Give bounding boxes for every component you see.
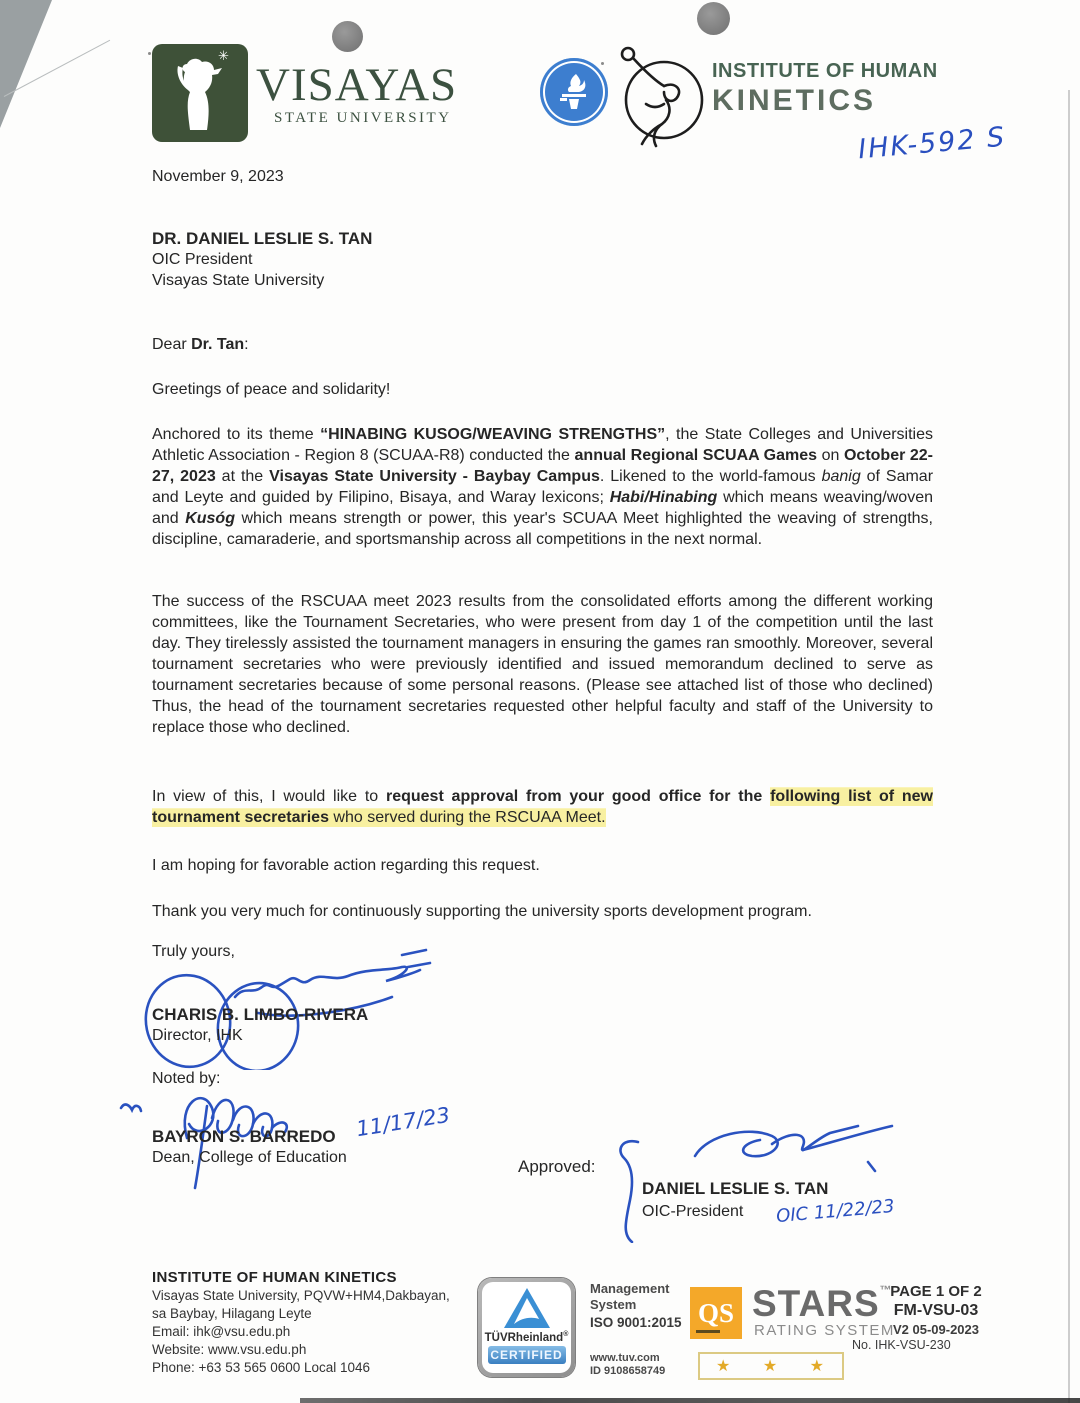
approver-name: DANIEL LESLIE S. TAN: [642, 1179, 829, 1198]
scan-bottom-edge: [300, 1398, 1080, 1403]
university-wordmark: VISAYAS: [256, 59, 458, 111]
signer-name: CHARIS B. LIMBO-RIVERA: [152, 1005, 369, 1024]
recipient-block: [152, 228, 372, 291]
tuv-certified-banner: CERTIFIED: [488, 1346, 566, 1364]
paragraph-1: Anchored to its theme “HINABING KUSOG/WEAVING STRENGTHS”, the State Colleges and Universities Athletic Association - Region 8 (SCUAA-R8) conducted the annual Regional SCUAA Games on October 22-27, 2023 at the Visayas State University - Baybay Campus. Likened to the world-famous banig of Samar and Leyte and guided by Filipino, Bisaya, and Waray lexicons; Habi/Hinabing which means weaving/woven and Kusóg which means strength or power, this year's SCUAA Meet highlighted the weaving of strengths, discipline, camaraderie, and sportsmanship across all competitions in the next normal.: [152, 426, 934, 548]
ink-speck: [148, 52, 151, 55]
noted-name: BAYRON S. BARREDO: [152, 1127, 336, 1146]
recipient-name: DR. DANIEL LESLIE S. TAN: [152, 229, 373, 248]
qs-stars-title: STARS™: [752, 1283, 893, 1324]
registered-icon: ®: [563, 1331, 569, 1338]
handwritten-ref-code: IHK-592 S: [856, 121, 1008, 166]
tuv-mgmt-text: Management System: [590, 1281, 670, 1312]
footer-website-line: Website: www.vsu.edu.ph: [152, 1342, 307, 1357]
thanks-line: Thank you very much for continuously supporting the university sports development program.: [152, 903, 812, 920]
iso-text: ISO 9001:2015: [590, 1315, 682, 1330]
letter-date: November 9, 2023: [152, 168, 284, 185]
noted-title: Dean, College of Education: [152, 1149, 347, 1166]
footer-address-line: sa Baybay, Hilagang Leyte: [152, 1306, 312, 1321]
athlete-logo-icon: [612, 44, 712, 153]
qs-logo: QS: [690, 1287, 742, 1339]
institute-name-line2: KINETICS: [712, 84, 877, 117]
recipient-title: OIC President: [152, 251, 253, 268]
qs-underline: [696, 1330, 720, 1333]
greeting-line: Greetings of peace and solidarity!: [152, 381, 391, 398]
torch-seal-icon: [540, 58, 608, 126]
vsu-figure-icon: [152, 44, 248, 142]
approved-label: Approved:: [518, 1157, 596, 1176]
salutation: Dear Dr. Tan:: [152, 336, 249, 353]
university-wordmark-subtitle: STATE UNIVERSITY: [274, 110, 452, 126]
tuv-certified-badge: [478, 1278, 575, 1377]
tuv-url-block: [590, 1352, 665, 1378]
footer-org-name: INSTITUTE OF HUMAN KINETICS: [152, 1269, 397, 1286]
tuv-id: ID 9108658749: [590, 1365, 666, 1377]
tuv-url: www.tuv.com: [590, 1352, 660, 1364]
paragraph-3: In view of this, I would like to request approval from your good office for the following list of new tournament secretaries who served during the RSCUAA Meet.: [152, 788, 934, 826]
signer-block: [152, 1004, 368, 1046]
trademark-icon: ™: [879, 1283, 893, 1297]
hoping-line: I am hoping for favorable action regarding this request.: [152, 857, 540, 874]
handwritten-noted-date: 11/17/23: [354, 1102, 452, 1142]
document-number: No. IHK-VSU-230: [852, 1338, 951, 1352]
closing-line: Truly yours,: [152, 943, 235, 960]
page-number: PAGE 1 OF 2: [890, 1283, 982, 1300]
scan-corner-fold: [0, 0, 52, 128]
recipient-org: Visayas State University: [152, 272, 325, 289]
noted-block: [152, 1126, 347, 1168]
noted-by-label: Noted by:: [152, 1070, 221, 1087]
tuv-triangle-icon: [502, 1286, 552, 1330]
punch-hole: [332, 21, 363, 52]
sparkle-icon: ✳: [207, 66, 215, 76]
document-control-block: [852, 1283, 1020, 1352]
punch-hole: [697, 2, 730, 35]
paragraph-2: The success of the RSCUAA meet 2023 results from the consolidated efforts among the different working committees, like the Tournament Secretaries, who were present from day 1 of the competition until the last day. They tirelessly assisted the tournament managers in ensuring the games ran smoothly. Moreover, several tournament secretaries who were previously identified and issued memorandum declined to serve as tournament secretaries because of some personal reasons. (Please see attached list of those who declined) Thus, the head of the tournament secretaries requested other helpful faculty and staff of the University to replace those who declined.: [152, 593, 933, 736]
institute-name-line1: INSTITUTE OF HUMAN: [712, 60, 938, 82]
form-version: V2 05-09-2023: [892, 1322, 979, 1337]
sparkle-icon: ✳: [218, 48, 229, 63]
approver-title: OIC-President: [642, 1203, 744, 1220]
ink-speck: [601, 62, 604, 65]
signer-title: Director, IHK: [152, 1027, 243, 1044]
footer-email-line: Email: ihk@vsu.edu.ph: [152, 1324, 291, 1339]
qs-rating-subtitle: RATING SYSTEM: [754, 1322, 895, 1339]
footer-phone-line: Phone: +63 53 565 0600 Local 1046: [152, 1360, 371, 1375]
vsu-logo: [152, 44, 248, 142]
scan-edge-line: [1068, 90, 1070, 1403]
footer-address-line: Visayas State University, PQVW+HM4,Dakbayan,: [152, 1288, 450, 1303]
qs-stars-rating: ★ ★ ★: [698, 1352, 844, 1380]
handwritten-approved-date: OIC 11/22/23: [775, 1195, 896, 1228]
form-code: FM-VSU-03: [893, 1302, 979, 1319]
tuv-brand-text: TÜVRheinland®: [484, 1331, 569, 1344]
